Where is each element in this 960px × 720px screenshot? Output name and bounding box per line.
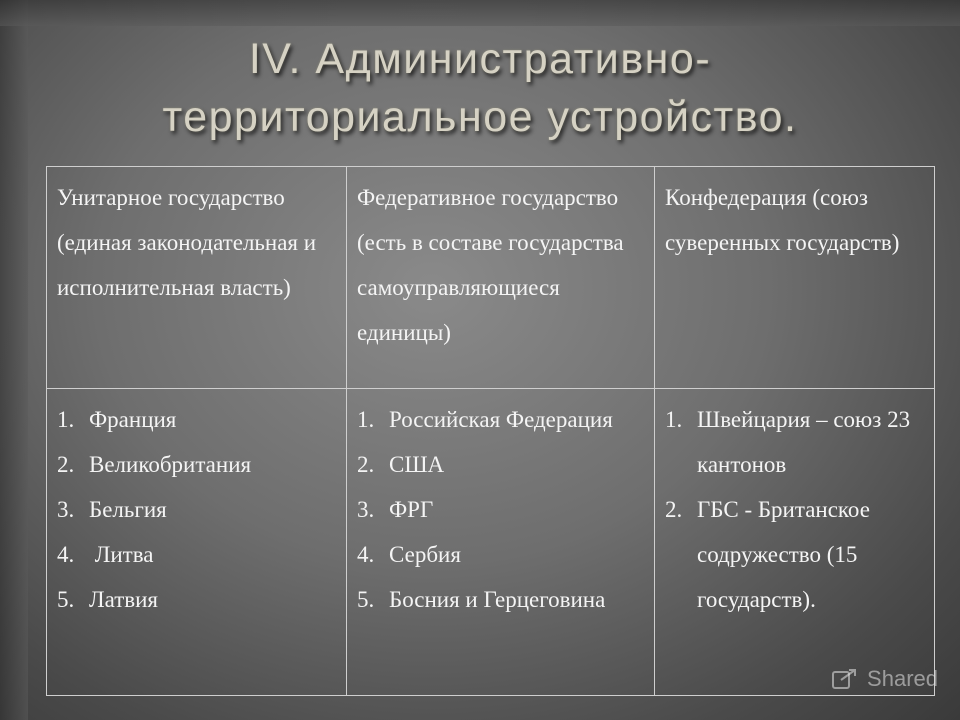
list-item-text: Босния и Герцеговина: [389, 587, 606, 612]
table-examples-row: [47, 389, 935, 696]
list-item-text: США: [389, 452, 445, 477]
list-item-number: 1.: [357, 407, 375, 432]
list-item: [357, 532, 644, 577]
list-item-number: 2.: [57, 452, 75, 477]
list-item-number: 1.: [57, 407, 75, 432]
list-item: [57, 532, 336, 577]
government-forms-table: [46, 166, 935, 696]
confederation-examples-list: [665, 397, 924, 622]
list-item-number: 2.: [665, 497, 683, 522]
list-item-text: Бельгия: [89, 497, 167, 522]
header-confederation-text: Конфедерация (союз суверенных государств): [665, 185, 900, 255]
list-item-number: 3.: [57, 497, 75, 522]
list-item-text: Литва: [89, 542, 154, 567]
unitary-examples-list: [57, 397, 336, 622]
theme-top-bar: [0, 0, 960, 26]
header-cell-unitary: [47, 167, 347, 389]
list-item: [57, 487, 336, 532]
header-cell-federal: [347, 167, 655, 389]
list-item-text: ФРГ: [389, 497, 434, 522]
examples-cell-confederation: [655, 389, 935, 696]
examples-cell-unitary: [47, 389, 347, 696]
list-item-text: ГБС - Британское содружество (15 государств).: [697, 497, 870, 612]
list-item-number: 2.: [357, 452, 375, 477]
list-item-text: Швейцария – союз 23 кантонов: [697, 407, 911, 477]
list-item: [57, 397, 336, 442]
list-item-number: 1.: [665, 407, 683, 432]
list-item-text: Франция: [89, 407, 177, 432]
federal-examples-list: [357, 397, 644, 622]
list-item: [665, 487, 924, 622]
header-cell-confederation: [655, 167, 935, 389]
list-item-text: Сербия: [389, 542, 461, 567]
slide-title-line-2: территориальное устройство.: [162, 93, 798, 141]
list-item: [57, 577, 336, 622]
list-item-text: Латвия: [89, 587, 159, 612]
watermark-text: Shared: [867, 666, 938, 691]
list-item-number: 5.: [57, 587, 75, 612]
table-header-row: [47, 167, 935, 389]
list-item: [57, 442, 336, 487]
list-item: [357, 487, 644, 532]
list-item-text: Российская Федерация: [389, 407, 613, 432]
list-item-number: 5.: [357, 587, 375, 612]
header-federal-text: Федеративное государство (есть в составе государства самоуправляющиеся единицы): [357, 185, 624, 345]
shared-watermark: [831, 666, 938, 692]
list-item-text: Великобритания: [89, 452, 252, 477]
list-item: [357, 442, 644, 487]
list-item-number: 4.: [57, 542, 75, 567]
slide-title-line-1: IV. Административно-: [248, 35, 712, 83]
examples-cell-federal: [347, 389, 655, 696]
list-item: [357, 577, 644, 622]
list-item-number: 4.: [357, 542, 375, 567]
list-item: [665, 397, 924, 487]
header-unitary-text: Унитарное государство (единая законодательная и исполнительная власть): [57, 185, 317, 300]
share-icon: [831, 666, 861, 692]
list-item: [357, 397, 644, 442]
list-item-number: 3.: [357, 497, 375, 522]
slide-title: [0, 30, 960, 146]
